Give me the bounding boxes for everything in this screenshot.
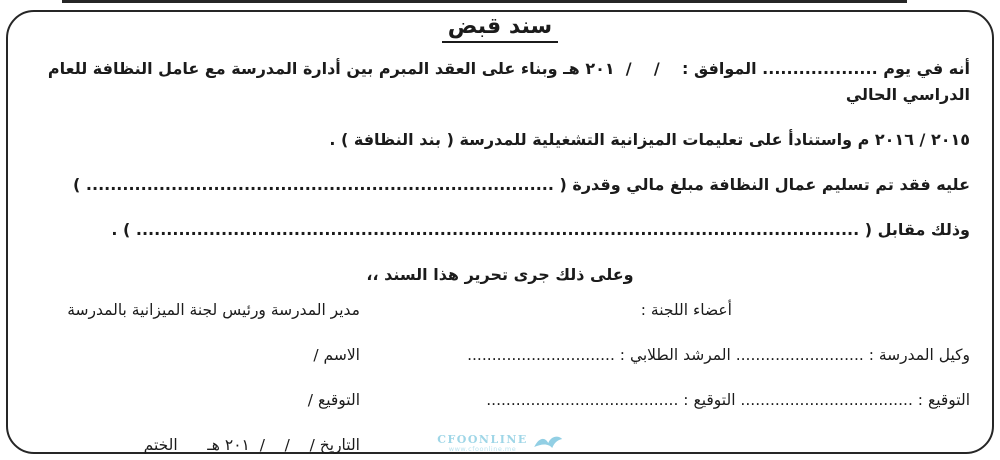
body-line-amount-blank: عليه فقد تم تسليم عمال النظافة مبلغ مالي وقدرة ( ............................................................................. )	[73, 174, 970, 194]
deputy-counselor-fields: وكيل المدرسة : .......................... المرشد الطلابي : ..............................	[467, 346, 970, 365]
body-line-budget: ٢٠١٥ / ٢٠١٦ م واستنادأ على تعليمات الميزانية التشغيلية للمدرسة ( بند النظافة ) .	[329, 129, 970, 149]
signature-row-headers	[30, 299, 970, 344]
voucher-body	[30, 56, 970, 287]
page-title: سند قبض	[442, 14, 558, 43]
body-line-date: أنه في يوم ................... الموافق : / / ٢٠١ هـ وبناء على العقد المبرم بين أدارة المدرسة مع عامل النظافة للعام الدراسي الحالي	[47, 59, 970, 104]
signature-row-names	[30, 344, 970, 389]
bird-icon	[533, 434, 563, 452]
name-field-label: الاسم /	[313, 346, 360, 365]
signature-fields: التوقيع : ................................... التوقيع : .......................................	[486, 391, 970, 410]
watermark-text	[437, 434, 528, 453]
signature-row-signatures	[30, 389, 970, 434]
title-row	[30, 14, 970, 43]
body-line-closing: وعلى ذلك جرى تحرير هذا السند ،،	[366, 264, 634, 284]
body-line-inreturn-blank: وذلك مقابل ( ....................................................................................................................... ) .	[111, 219, 970, 239]
date-stamp-field-label: التاريخ / / / ٢٠١ هـ الختم	[143, 436, 360, 455]
principal-title-label: مدير المدرسة ورئيس لجنة الميزانية بالمدرسة	[67, 301, 360, 320]
watermark-brand: CFOONLINE	[437, 432, 528, 446]
signature-field-label: التوقيع /	[307, 391, 360, 410]
watermark	[437, 434, 563, 453]
committee-members-label: أعضاء اللجنة :	[640, 301, 732, 320]
watermark-url: www.cfoonline.me	[448, 444, 517, 453]
